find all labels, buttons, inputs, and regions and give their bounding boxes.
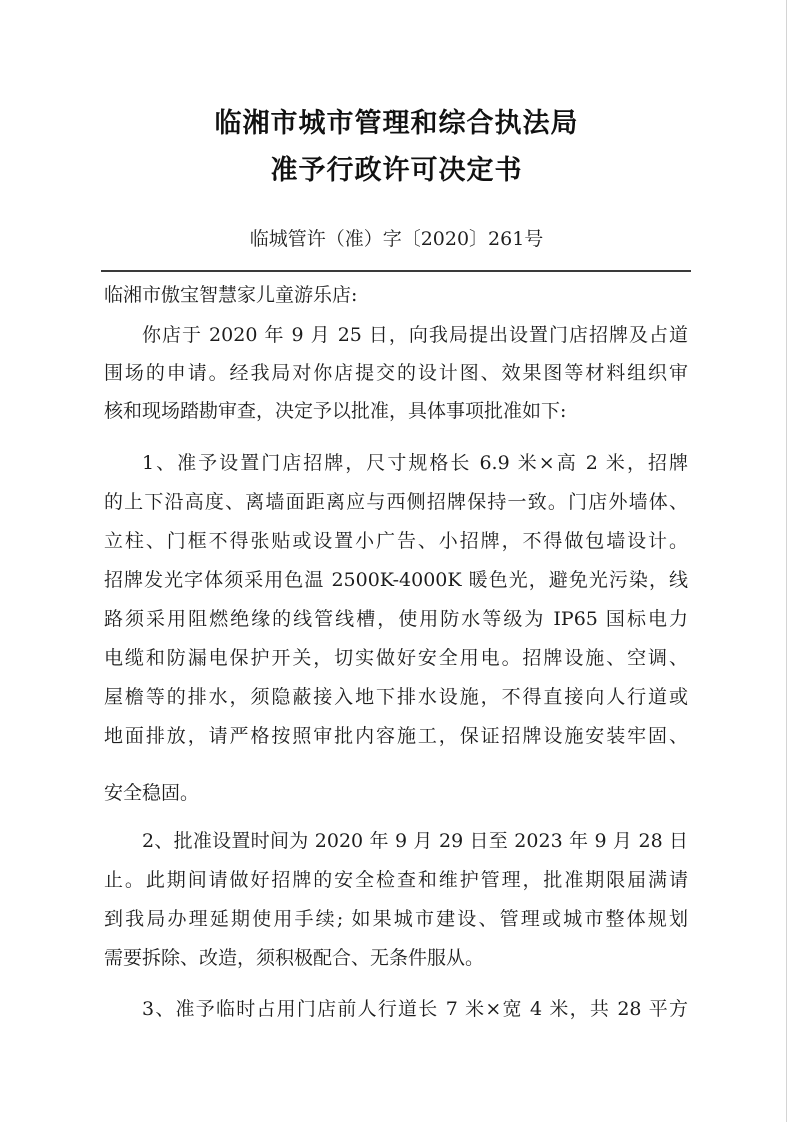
body-line: 2、批准设置时间为 2020 年 9 月 29 日至 2023 年 9 月 28 日 bbox=[142, 830, 688, 852]
body-line: 地面排放，请严格按照审批内容施工，保证招牌设施安装牢固、 bbox=[104, 725, 688, 747]
body-line: 1、准予设置门店招牌，尺寸规格长 6.9 米×高 2 米，招牌 bbox=[142, 452, 688, 474]
body-line: 安全稳固。 bbox=[104, 782, 200, 804]
body-line: 立柱、门框不得张贴或设置小广告、小招牌，不得做包墙设计。 bbox=[104, 530, 688, 552]
body-line: 的上下沿高度、离墙面距离应与西侧招牌保持一致。门店外墙体、 bbox=[104, 491, 688, 513]
document-number: 临城管许（准）字〔2020〕261号 bbox=[249, 228, 544, 250]
body-line: 止。此期间请做好招牌的安全检查和维护管理，批准期限届满请 bbox=[104, 869, 688, 891]
body-line: 到我局办理延期使用手续; 如果城市建设、管理或城市整体规划 bbox=[104, 908, 688, 930]
body-line: 电缆和防漏电保护开关，切实做好安全用电。招牌设施、空调、 bbox=[104, 647, 688, 669]
body-line: 需要拆除、改造，须积极配合、无条件服从。 bbox=[104, 947, 485, 969]
body-line: 你店于 2020 年 9 月 25 日，向我局提出设置门店招牌及占道 bbox=[142, 324, 688, 346]
header-divider bbox=[101, 270, 691, 272]
body-line: 3、准予临时占用门店前人行道长 7 米×宽 4 米，共 28 平方 bbox=[142, 998, 688, 1020]
document-type-title: 准予行政许可决定书 bbox=[270, 155, 523, 186]
body-line: 招牌发光字体须采用色温 2500K-4000K 暖色光，避免光污染，线 bbox=[104, 569, 688, 591]
addressee-line: 临湘市傲宝智慧家儿童游乐店: bbox=[104, 284, 358, 306]
body-line: 屋檐等的排水，须隐蔽接入地下排水设施，不得直接向人行道或 bbox=[104, 686, 688, 708]
body-line: 围场的申请。经我局对你店提交的设计图、效果图等材料组织审 bbox=[104, 362, 688, 384]
agency-title: 临湘市城市管理和综合执法局 bbox=[214, 108, 579, 139]
body-line: 核和现场踏勘审查，决定予以批准，具体事项批准如下: bbox=[104, 400, 567, 422]
body-line: 路须采用阻燃绝缘的线管线槽，使用防水等级为 IP65 国标电力 bbox=[104, 608, 688, 630]
